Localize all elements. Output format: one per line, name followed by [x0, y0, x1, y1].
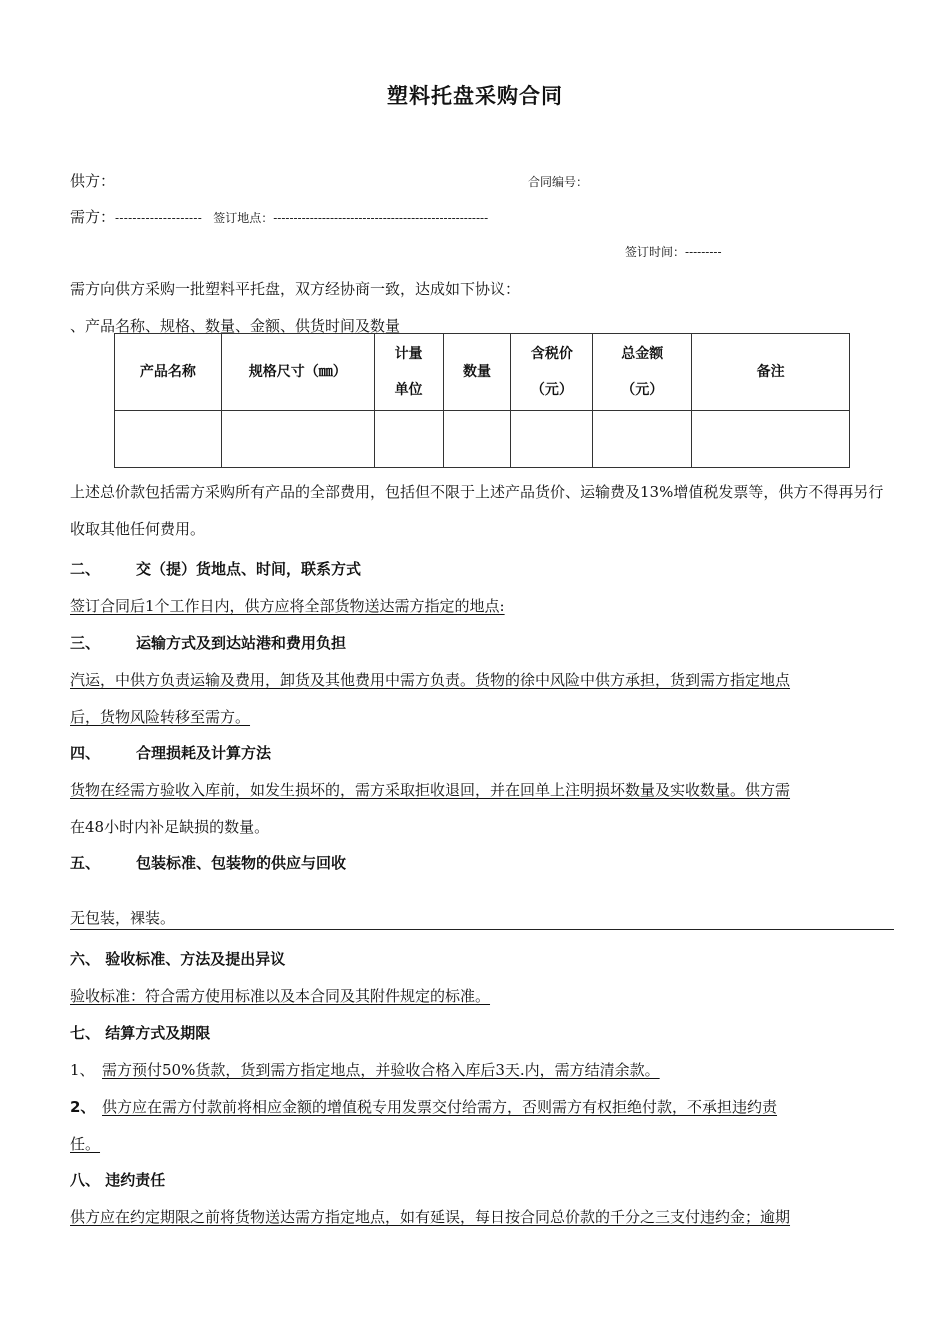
col-header-price-line1: 含税价 — [530, 346, 573, 362]
section1-title: 、产品名称、规格、数量、金额、供货时间及数量 — [70, 317, 401, 335]
section4-heading — [70, 742, 271, 763]
section7-item1-num: 1、 — [70, 1061, 95, 1079]
divider-line — [70, 929, 894, 930]
section4-body-line2: 在48小时内补足缺损的数量。 — [70, 818, 270, 836]
table-cell — [221, 411, 374, 468]
section3-num: 三、 — [70, 634, 101, 652]
section5-title: 包装标准、包装物的供应与回收 — [136, 854, 347, 872]
col-header-spec: 规格尺寸（㎜） — [221, 334, 374, 411]
section3-body-line1: 汽运，中供方负责运输及费用，卸货及其他费用中需方负责。货物的徐中风险中供方承担，货到需方指定地点 — [70, 671, 791, 689]
section4-title: 合理损耗及计算方法 — [136, 744, 272, 762]
intro-text: 需方向供方采购一批塑料平托盘，双方经协商一致，达成如下协议： — [70, 280, 521, 298]
section6-body: 验收标准：符合需方使用标准以及本合同及其附件规定的标准。 — [70, 987, 491, 1005]
section3-body-line2: 后，货物风险转移至需方。 — [70, 708, 251, 726]
col-header-unit-line1: 计量 — [394, 346, 423, 362]
section7-item1: 需方预付50%货款，货到需方指定地点，并验收合格入库后3天.内，需方结清余款。 — [102, 1061, 660, 1079]
section7-item2-line2: 任。 — [70, 1135, 101, 1153]
sign-time-label: 签订时间： — [625, 245, 686, 259]
sign-place-label: 签订地点： — [213, 211, 274, 225]
col-header-remark: 备注 — [692, 334, 850, 411]
section3-title: 运输方式及到达站港和费用负担 — [136, 634, 347, 652]
table-row — [115, 411, 850, 468]
col-header-unit — [374, 334, 443, 411]
section2-body: 签订合同后1个工作日内，供方应将全部货物送达需方指定的地点: — [70, 597, 505, 615]
table-cell — [511, 411, 593, 468]
section2-title: 交（提）货地点、时间，联系方式 — [136, 560, 362, 578]
col-header-total-line1: 总金额 — [621, 346, 664, 362]
sign-time-row — [625, 243, 722, 260]
col-header-total — [593, 334, 692, 411]
section2-heading — [70, 558, 361, 579]
section7-item2-num: 2、 — [70, 1098, 96, 1116]
page-title: 塑料托盘采购合同 — [387, 84, 563, 108]
section7-item2-line1: 供方应在需方付款前将相应金额的增值税专用发票交付给需方，否则需方有权拒绝付款，不承担违约责 — [102, 1098, 778, 1116]
section6-title: 六、 验收标准、方法及提出异议 — [70, 950, 286, 968]
section7-title: 七、 结算方式及期限 — [70, 1024, 211, 1042]
table-cell — [692, 411, 850, 468]
product-table — [114, 333, 850, 468]
buyer-blank: -------------------- — [115, 211, 203, 225]
buyer-label: 需方： — [70, 208, 116, 226]
section3-heading — [70, 632, 346, 653]
section5-heading — [70, 852, 346, 873]
col-header-price-line2: （元） — [530, 382, 573, 398]
section8-title: 八、 违约责任 — [70, 1171, 166, 1189]
table-cell — [374, 411, 443, 468]
buyer-row — [70, 206, 488, 227]
supplier-label: 供方： — [70, 172, 116, 190]
sign-place-blank: ----------------------------------------------------- — [273, 211, 489, 225]
col-header-name: 产品名称 — [115, 334, 222, 411]
contract-no-label: 合同编号： — [528, 175, 589, 189]
section8-body-line1: 供方应在约定期限之前将货物送达需方指定地点，如有延误，每日按合同总价款的千分之三支付违约金；逾期 — [70, 1208, 791, 1226]
col-header-price — [511, 334, 593, 411]
section4-body-line1: 货物在经需方验收入库前，如发生损坏的，需方采取拒收退回，并在回单上注明损坏数量及实收数量。供方需 — [70, 781, 791, 799]
price-note: 上述总价款包括需方采购所有产品的全部费用，包括但不限于上述产品货价、运输费及13%增值税发票等，供方不得再另行收取其他任何费用。 — [70, 483, 884, 538]
col-header-qty: 数量 — [443, 334, 511, 411]
table-header-row — [115, 334, 850, 411]
col-header-total-line2: （元） — [621, 382, 664, 398]
section5-num: 五、 — [70, 854, 101, 872]
table-cell — [593, 411, 692, 468]
section2-num: 二、 — [70, 560, 101, 578]
section4-num: 四、 — [70, 744, 101, 762]
table-cell — [115, 411, 222, 468]
section5-body: 无包装，裸装。 — [70, 909, 176, 927]
table-cell — [443, 411, 511, 468]
sign-time-blank: --------- — [685, 245, 722, 259]
col-header-unit-line2: 单位 — [394, 382, 423, 398]
